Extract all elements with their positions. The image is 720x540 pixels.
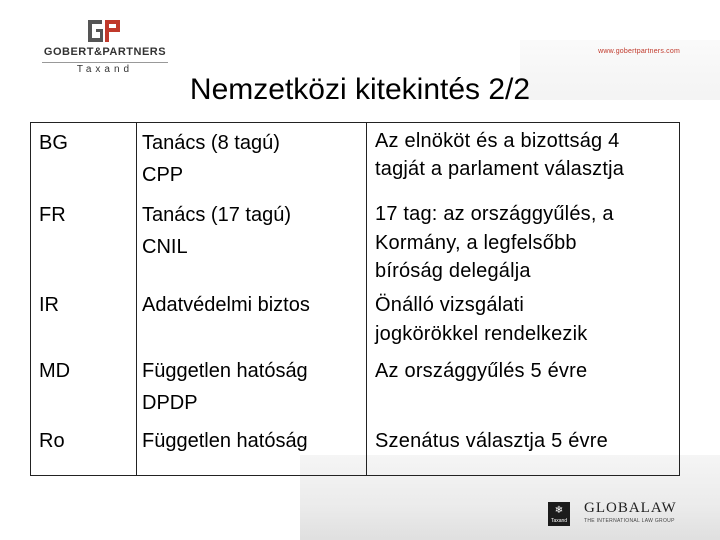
desc-cell-line: bíróság delegálja xyxy=(375,260,531,282)
column-divider-1 xyxy=(136,123,137,475)
body-cell-line: DPDP xyxy=(142,392,198,414)
body-cell-line: CNIL xyxy=(142,236,188,258)
desc-cell-line: Szenátus választja 5 évre xyxy=(375,430,608,452)
comparison-table xyxy=(30,122,680,476)
desc-cell-line: jogkörökkel rendelkezik xyxy=(375,323,588,345)
slide-title: Nemzetközi kitekintés 2/2 xyxy=(189,73,531,106)
taxand-label: Taxand xyxy=(550,518,568,524)
column-divider-2 xyxy=(366,123,367,475)
svg-text:❄: ❄ xyxy=(554,505,564,516)
logo-subtitle: Taxand xyxy=(76,64,134,75)
country-cell: MD xyxy=(39,360,71,382)
body-cell-line: Független hatóság xyxy=(142,430,308,452)
desc-cell-line: Az országgyűlés 5 évre xyxy=(375,360,588,382)
country-cell: FR xyxy=(39,204,66,226)
country-cell: Ro xyxy=(39,430,65,452)
body-cell-line: Tanács (8 tagú) xyxy=(142,132,280,154)
body-cell-line: Független hatóság xyxy=(142,360,308,382)
website-url[interactable]: www.gobertpartners.com xyxy=(598,48,680,55)
taxand-badge xyxy=(548,502,570,526)
country-cell: BG xyxy=(39,132,68,154)
desc-cell-line: Kormány, a legfelsőbb xyxy=(375,232,577,254)
body-cell-line: CPP xyxy=(142,164,184,186)
globalaw-tagline: THE INTERNATIONAL LAW GROUP xyxy=(584,518,675,524)
body-cell-line: Tanács (17 tagú) xyxy=(142,204,291,226)
logo-divider xyxy=(42,62,168,63)
body-cell-line: Adatvédelmi biztos xyxy=(142,294,310,316)
desc-cell-line: tagját a parlament választja xyxy=(375,158,625,180)
desc-cell-line: Önálló vizsgálati xyxy=(375,294,525,316)
desc-cell-line: Az elnököt és a bizottság 4 xyxy=(375,130,620,152)
logo-name: GOBERT&PARTNERS xyxy=(43,46,167,58)
taxand-snowflake-icon xyxy=(548,502,570,516)
globalaw-logo xyxy=(548,500,678,528)
globalaw-name: GLOBALAW xyxy=(584,500,677,516)
country-cell: IR xyxy=(39,294,59,316)
desc-cell-line: 17 tag: az országgyűlés, a xyxy=(375,203,614,225)
gobert-partners-logo xyxy=(40,18,170,78)
gp-logo-mark-icon xyxy=(86,18,122,44)
